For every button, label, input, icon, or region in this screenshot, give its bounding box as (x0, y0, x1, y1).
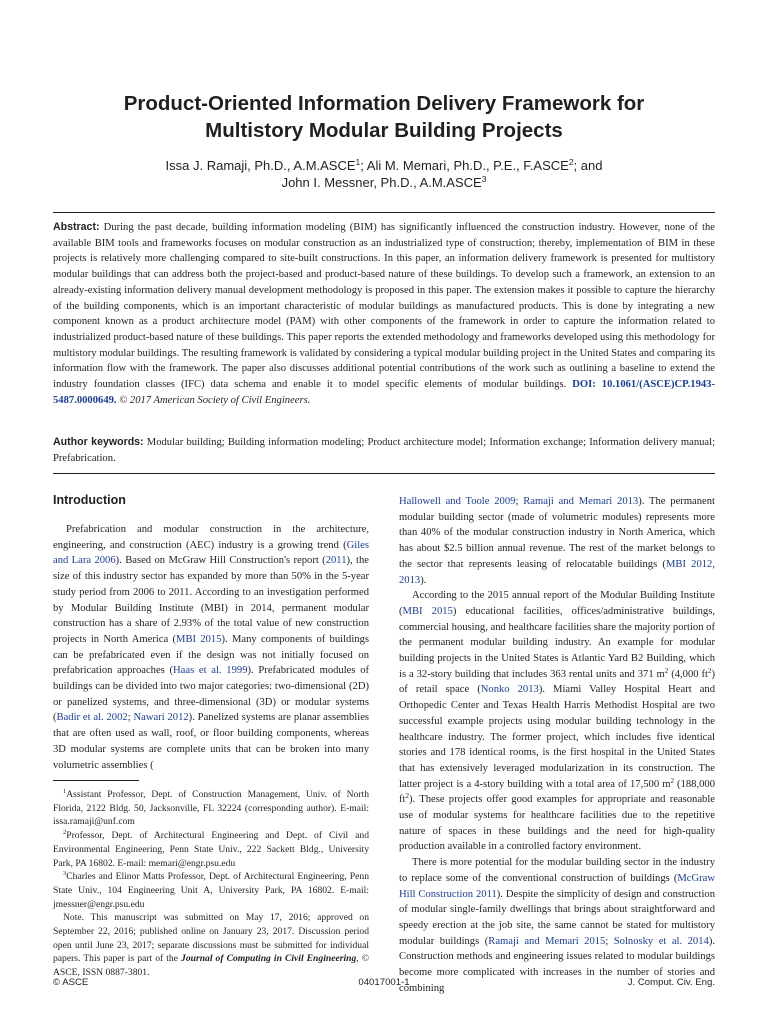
body-text: ). Prefabricated modules of buildings can be divided into two major categories: two-dimensional (2D) or panelized systems, and three-dimensional (3D) or modular systems ( (53, 665, 370, 724)
keywords-text: Modular building; Building information modeling; Product architecture model; Information exchange; Information delivery manual; Prefabrication. (53, 437, 716, 464)
author-list (40, 157, 728, 191)
body-text: ; (127, 712, 134, 724)
keywords-divider (53, 473, 715, 474)
citation-link[interactable]: Solnosky et al. 2014 (613, 935, 709, 947)
body-text: ). Miami Valley Hospital Heart and Orthopedic Center and Texas Health Harris Methodist Hospital are two successful example projects using modular building technology in the healthcare industry. The former project, which includes five identical stories and 178 identical rooms, is the first hospital in the United States that has extensively leveraged modularization in its construction. The latter project is a 4-story building with a total area of 17,500 m (399, 684, 715, 790)
body-text: (4,000 ft (668, 668, 708, 680)
copyright-notice: © 2017 American Society of Civil Engineers. (119, 394, 311, 406)
citation-link[interactable]: Ramaji and Memari 2013 (523, 496, 639, 507)
affiliation-marker: 3 (481, 174, 487, 184)
citation-link[interactable]: Haas et al. 1999 (173, 665, 248, 677)
author-name: Issa J. Ramaji, Ph.D., A.M.ASCE (165, 158, 356, 173)
footnote-divider (53, 780, 139, 781)
footer-article-number: 04017001-1 (358, 977, 410, 988)
footnote-marker: 2 (63, 829, 67, 837)
body-text: ). Panelized systems are planar assemblies that are often used as wall, roof, or floor building components, whereas 3D modular systems are complete units that can be broken into many volumetric assemblies ( (53, 712, 370, 771)
body-text: ; (605, 935, 614, 947)
body-text: ). (420, 574, 427, 586)
body-text: There is more potential for the modular building sector in the industry to replace some of the conventional construction of buildings ( (399, 857, 715, 884)
citation-link[interactable]: McGraw Hill Construction 2011 (399, 872, 715, 900)
superscript: 2 (405, 792, 409, 801)
abstract-label: Abstract: (53, 221, 100, 233)
body-text: ), the size of this industry sector has expanded by more than 50% in the 5-year study period from 2006 to 2011. According to an investigation performed by Modular Building Institute (MBI) in 2014, permanent modular construction has a share of 2.93% of the total value of new construction projects in North America ( (53, 555, 369, 645)
footnote-text: Assistant Professor, Dept. of Construction Management, Univ. of North Florida, 2122 Bldg. 50, Jacksonville, FL 32224 (corresponding author). E-mail: issa.ramaji@unf.com (53, 789, 369, 828)
author-keywords (53, 435, 715, 466)
note-text: Note. This manuscript was submitted on May 17, 2016; approved on September 22, 2016; published online on January 23, 2017. Discussion period open until June 23, 2017; separate discussions must be submitted for individual papers. This paper is part of the (53, 912, 369, 965)
footnote (53, 870, 369, 911)
body-text: ) of retail space ( (399, 668, 715, 696)
superscript: 2 (664, 666, 669, 675)
citation-link[interactable]: Nonko 2013 (480, 684, 539, 696)
citation-link[interactable]: Ramaji and Memari 2015 (488, 935, 606, 947)
body-text: (188,000 ft (399, 778, 715, 806)
author-name: ; Ali M. Memari, Ph.D., P.E., F.ASCE (360, 158, 569, 173)
body-paragraph-continued (399, 494, 715, 588)
section-heading-introduction: Introduction (53, 493, 126, 507)
affiliation-marker: 1 (355, 157, 361, 167)
footer-publisher: © ASCE (53, 977, 89, 988)
body-paragraph (53, 522, 369, 773)
footnote-marker: 1 (63, 788, 67, 795)
citation-link[interactable]: Giles and Lara 2006 (53, 539, 369, 567)
footnote-marker: 3 (63, 870, 67, 878)
citation-link[interactable]: Hallowell and Toole 2009 (399, 496, 516, 507)
footnote (53, 829, 369, 870)
body-text: ). Based on McGraw Hill Construction's report ( (115, 555, 326, 567)
body-paragraph (399, 588, 715, 855)
left-column (53, 492, 369, 773)
body-text: ) educational facilities, offices/administrative buildings, commercial housing, and healthcare facilities share the majority portion of the permanent modular building industry. An example for modular building projects in the United States is Atlantic Yard B2 Building, which is a 32-story building that includes 363 rental units and 371 m (399, 605, 715, 680)
superscript: 2 (707, 666, 712, 675)
body-text: ). The permanent modular building sector (made of volumetric modules) represents more than 40% of the modular construction industry in North America, which has about $2.5 billion annual revenue. The rest of the market belongs to the sector that represents leasing of relocatable buildings ( (399, 496, 716, 570)
author-separator: ; and (573, 158, 603, 173)
body-text: ). Despite the simplicity of design and construction of modular single-family dwellings that brings about straightforward and speedy erection at the job site, the same cannot be stated for multistory modular buildings ( (399, 888, 715, 947)
top-divider (53, 212, 715, 213)
body-text: ). Construction methods and engineering issues related to modular buildings become more complicated with increases in the number of stories and combining (399, 935, 716, 994)
footnote-text: Professor, Dept. of Architectural Engineering and Dept. of Civil and Environmental Engineering, Penn State Univ., 222 Sackett Bldg., University Park, PA 16802. E-mail: memari@engr.psu.edu (53, 830, 369, 869)
body-text: Prefabrication and modular construction in the architecture, engineering, and construction (AEC) industry is a growing trend ( (53, 524, 369, 551)
citation-link[interactable]: 2011 (325, 555, 347, 567)
journal-name: Journal of Computing in Civil Engineering (181, 953, 357, 965)
right-column (399, 494, 715, 997)
doi-label: DOI: (572, 379, 596, 391)
citation-link[interactable]: MBI 2015 (402, 605, 453, 617)
footnote (53, 788, 369, 829)
footer-journal: J. Comput. Civ. Eng. (627, 977, 715, 988)
citation-link[interactable]: MBI 2012, 2013 (399, 558, 716, 586)
affiliation-marker: 2 (568, 157, 574, 167)
citation-link[interactable]: Nawari 2012 (133, 712, 189, 724)
footnote-text: Charles and Elinor Matts Professor, Dept. of Architectural Engineering, Penn State Univ., 104 Engineering Unit A, University Park, PA 16802. E-mail: jmessner@engr.psu.edu (53, 871, 369, 910)
body-text: According to the 2015 annual report of the Modular Building Institute ( (399, 590, 715, 617)
note-text: , © ASCE, ISSN 0887-3801. (53, 953, 369, 979)
author-name: John I. Messner, Ph.D., A.M.ASCE (281, 175, 482, 190)
keywords-label: Author keywords: (53, 436, 144, 448)
body-text: ). Many components of buildings can be prefabricated even if the design was not initially focused on prefabrication approaches ( (53, 633, 369, 677)
footnotes (53, 788, 369, 980)
manuscript-note (53, 911, 369, 980)
paper-title (40, 90, 728, 144)
doi-link[interactable]: 10.1061/(ASCE)CP.1943-5487.0000649. (53, 379, 715, 406)
body-text: ; (515, 496, 524, 507)
citation-link[interactable]: MBI 2015 (176, 633, 222, 645)
title-line-1: Product-Oriented Information Delivery Framework for (123, 92, 645, 115)
body-text: ). These projects offer good examples for appropriate and reasonable use of modular systems for healthcare facilities due to the repetitive nature of spaces in these buildings and the need for high-quality production available in a controlled factory environment. (399, 794, 715, 853)
citation-link[interactable]: Badir et al. 2002 (56, 712, 128, 724)
abstract (53, 220, 715, 408)
title-line-2: Multistory Modular Building Projects (205, 119, 563, 142)
superscript: 2 (670, 776, 674, 785)
abstract-text: During the past decade, building information modeling (BIM) has significantly influenced the construction industry. However, none of the available BIM tools and frameworks focuses on modular construction as an industrialized type of construction; thereby, implementation of BIM in these projects is relatively more challenging compared to site-built constructions. In this paper, an information delivery framework is presented for multistory modular buildings that can address both the project-based and product-based nature of these buildings. To develop such a framework, an extension to an already-existing information delivery manual development methodology is proposed in this paper. The extension makes it possible to capture the hierarchy of the building components, which is an important characteristic of modular buildings as manufactured products. This is done by integrating a new component known as a product architecture model (PAM) with other components of the framework in order to capture the information related to industrialized product-based nature of these buildings. This paper reports the extended methodology and frameworks developed using this methodology for multistory modular buildings. The resulting framework is validated by considering a typical modular building project in the United States and comparing its information flow with the framework. The paper also discusses additional potential contributions of the work such as outlining a baseline to extend the industry foundation classes (IFC) data schema and enable it to model specific elements of modular buildings. (53, 222, 715, 391)
page-footer (53, 976, 715, 990)
